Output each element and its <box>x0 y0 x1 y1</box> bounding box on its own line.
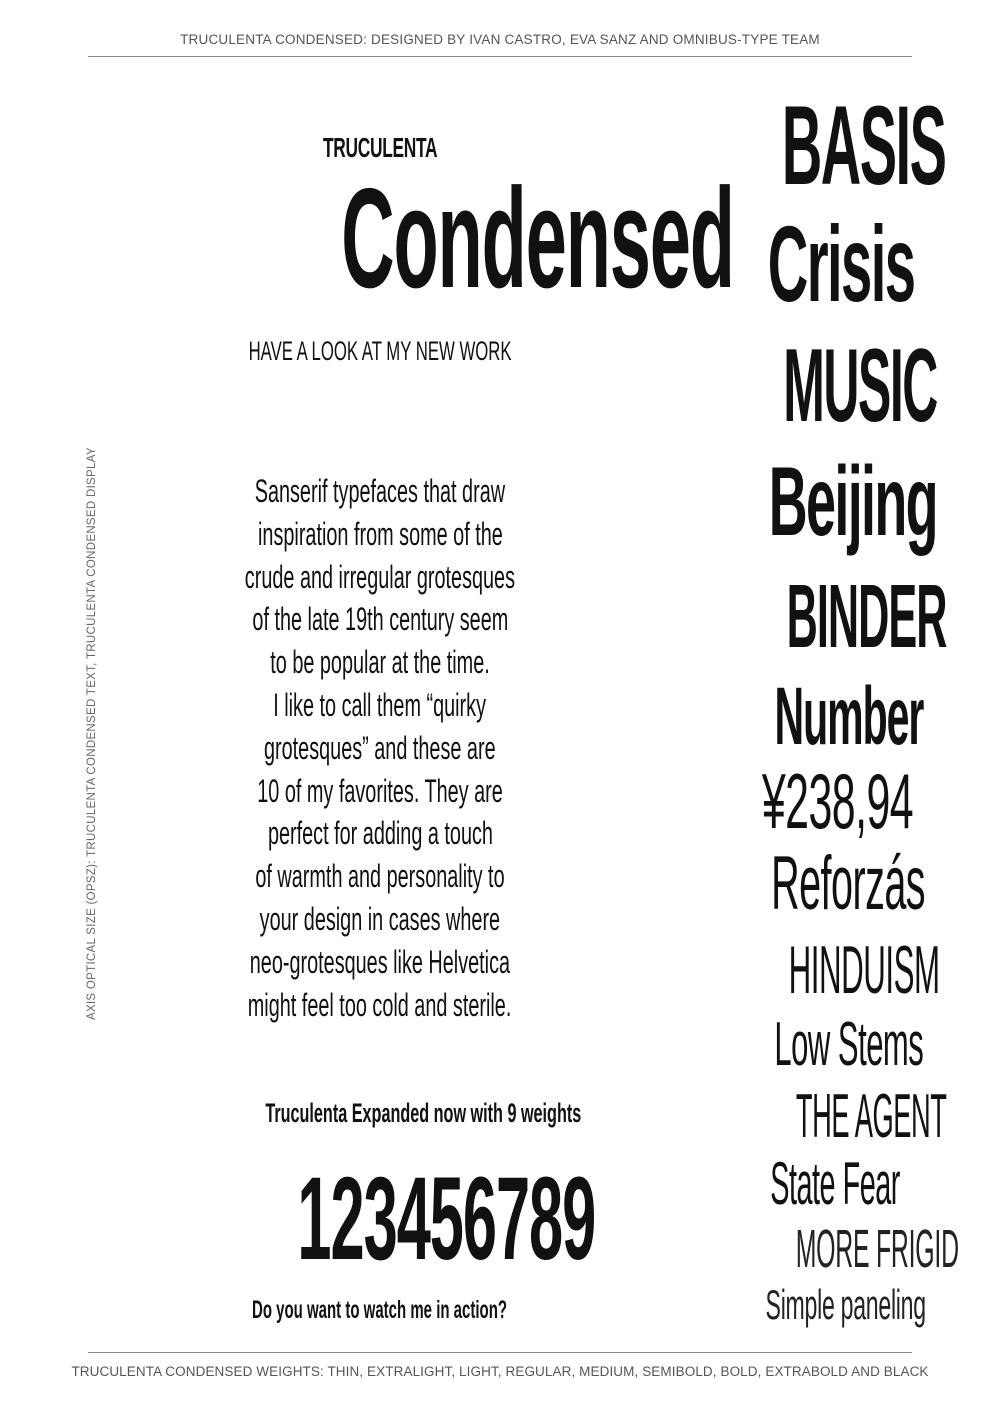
specimen-text: Low Stems <box>774 1010 924 1079</box>
specimen-word <box>700 671 936 762</box>
body-line <box>160 812 600 855</box>
body-line <box>160 855 600 898</box>
specimen-text: BINDER <box>786 567 947 667</box>
side-note-opsz: AXIS OPTICAL SIZE (OPSZ): TRUCULENTA CONDENSED TEXT, TRUCULENTA CONDENSED DISPLAY <box>86 447 98 1020</box>
specimen-text: Reforzás <box>771 841 926 926</box>
specimen-text: BASIS <box>781 83 946 208</box>
body-line-text: I like to call them “quirky <box>273 686 487 723</box>
specimen-text: Beijing <box>768 446 937 556</box>
body-line-text: grotesques” and these are <box>264 729 496 766</box>
top-divider <box>88 56 912 57</box>
body-line <box>160 513 600 556</box>
specimen-word <box>700 757 936 845</box>
promo-line <box>160 1098 600 1129</box>
specimen-text: MUSIC <box>783 328 937 444</box>
specimen-text: HINDUISM <box>788 932 940 1008</box>
tagline <box>160 336 600 367</box>
body-line-text: inspiration from some of the <box>257 515 503 552</box>
footer-weights: TRUCULENTA CONDENSED WEIGHTS: THIN, EXTRALIGHT, LIGHT, REGULAR, MEDIUM, SEMIBOLD, BOLD, EXTRABOLD AND BLACK <box>71 1364 929 1379</box>
body-line <box>160 641 600 684</box>
specimen-word <box>700 1010 936 1079</box>
numerals-specimen <box>160 1153 600 1285</box>
body-line-text: of warmth and personality to <box>255 858 505 895</box>
body-line <box>160 941 600 984</box>
specimen-text: MORE FRIGID <box>795 1219 959 1279</box>
body-line <box>160 898 600 941</box>
numerals-text: 123456789 <box>297 1153 596 1285</box>
body-line <box>160 984 600 1027</box>
specimen-word <box>700 932 940 1008</box>
specimen-word <box>700 203 936 324</box>
specimen-text: THE AGENT <box>795 1082 947 1151</box>
body-line-text: perfect for adding a touch <box>267 815 493 852</box>
specimen-word <box>700 328 937 444</box>
promo-text: Truculenta Expanded now with 9 weights <box>265 1098 582 1128</box>
body-line-text: might feel too cold and sterile. <box>248 986 512 1023</box>
specimen-word <box>700 83 946 208</box>
body-line-text: crude and irregular grotesques <box>244 558 516 595</box>
body-line <box>160 470 600 513</box>
body-line <box>160 556 600 599</box>
body-line-text: of the late 19th century seem <box>252 601 508 638</box>
body-line-text: Sanserif typefaces that draw <box>254 473 506 509</box>
tagline-text: HAVE A LOOK AT MY NEW WORK <box>248 336 512 366</box>
bottom-divider <box>88 1352 912 1353</box>
specimen-text: Simple paneling <box>765 1281 926 1328</box>
specimen-word <box>700 1281 936 1328</box>
header-credit: TRUCULENTA CONDENSED: DESIGNED BY IVAN CASTRO, EVA SANZ AND OMNIBUS-TYPE TEAM <box>180 32 820 47</box>
body-paragraph <box>160 470 600 1026</box>
headline-text: Condensed <box>341 159 734 318</box>
body-line-text: neo-grotesques like Helvetica <box>249 943 511 980</box>
cta-text: Do you want to watch me in action? <box>252 1296 508 1324</box>
specimen-word <box>700 1150 936 1217</box>
specimen-word <box>700 567 947 667</box>
body-line <box>160 727 600 770</box>
specimen-word <box>700 841 936 926</box>
specimen-word <box>700 1082 947 1151</box>
specimen-text: State Fear <box>770 1150 900 1217</box>
specimen-word <box>700 446 937 556</box>
body-line-text: 10 of my favorites. They are <box>257 772 503 809</box>
body-line <box>160 598 600 641</box>
body-line <box>160 770 600 813</box>
logo-wordmark: TRUCULENTA <box>322 132 438 163</box>
specimen-text: Number <box>774 671 924 762</box>
specimen-text: ¥238,94 <box>761 757 914 845</box>
body-line-text: to be popular at the time. <box>270 644 490 681</box>
body-line-text: your design in cases where <box>259 900 501 937</box>
specimen-word <box>700 1219 959 1279</box>
body-line <box>160 684 600 727</box>
page-title <box>160 159 734 318</box>
call-to-action <box>160 1296 600 1325</box>
specimen-text: Crisis <box>767 203 915 324</box>
